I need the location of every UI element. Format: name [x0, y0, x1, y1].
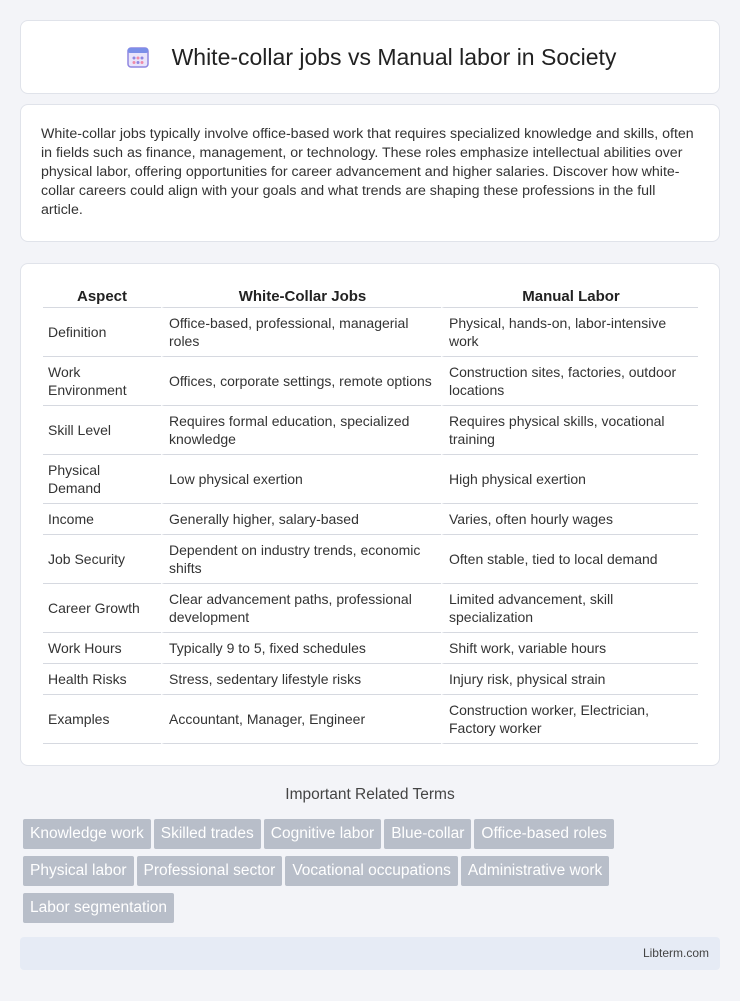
cell-aspect: Examples — [43, 695, 161, 744]
related-terms-title: Important Related Terms — [285, 786, 455, 803]
cell-manual-labor: Varies, often hourly wages — [441, 504, 698, 535]
table-row — [43, 535, 698, 584]
footer — [20, 937, 720, 970]
page-title: White-collar jobs vs Manual labor in Society — [171, 43, 617, 70]
cell-aspect: Work Environment — [43, 357, 161, 406]
cell-manual-labor: Often stable, tied to local demand — [441, 535, 698, 584]
column-header-white-collar: White-Collar Jobs — [161, 286, 441, 308]
related-term-tag[interactable]: Cognitive labor — [264, 819, 381, 849]
table-row — [43, 633, 698, 664]
cell-manual-labor: Construction sites, factories, outdoor locations — [441, 357, 698, 406]
cell-aspect: Physical Demand — [43, 455, 161, 504]
calendar-icon — [124, 43, 152, 71]
footer-brand[interactable]: Libterm.com — [642, 946, 709, 960]
cell-white-collar: Accountant, Manager, Engineer — [161, 695, 441, 744]
cell-aspect: Job Security — [43, 535, 161, 584]
cell-white-collar: Stress, sedentary lifestyle risks — [161, 664, 441, 695]
related-term-tag[interactable]: Physical labor — [23, 856, 134, 886]
cell-aspect: Definition — [43, 308, 161, 357]
title-card — [20, 20, 720, 94]
table-row — [43, 455, 698, 504]
cell-manual-labor: High physical exertion — [441, 455, 698, 504]
table-row — [43, 357, 698, 406]
table-row — [43, 406, 698, 455]
cell-white-collar: Requires formal education, specialized knowledge — [161, 406, 441, 455]
cell-aspect: Career Growth — [43, 584, 161, 633]
related-term-tag[interactable]: Knowledge work — [23, 819, 151, 849]
table-row — [43, 584, 698, 633]
cell-white-collar: Generally higher, salary-based — [161, 504, 441, 535]
cell-white-collar: Clear advancement paths, professional development — [161, 584, 441, 633]
cell-manual-labor: Shift work, variable hours — [441, 633, 698, 664]
table-header-row — [43, 286, 698, 308]
cell-manual-labor: Injury risk, physical strain — [441, 664, 698, 695]
cell-white-collar: Dependent on industry trends, economic shifts — [161, 535, 441, 584]
comparison-card — [20, 263, 720, 766]
cell-white-collar: Offices, corporate settings, remote options — [161, 357, 441, 406]
cell-manual-labor: Requires physical skills, vocational training — [441, 406, 698, 455]
cell-white-collar: Low physical exertion — [161, 455, 441, 504]
related-term-tag[interactable]: Administrative work — [461, 856, 609, 886]
column-header-manual-labor: Manual Labor — [441, 286, 698, 308]
related-terms-section — [20, 786, 720, 818]
related-term-tag[interactable]: Labor segmentation — [23, 893, 174, 923]
table-row — [43, 664, 698, 695]
cell-white-collar: Typically 9 to 5, fixed schedules — [161, 633, 441, 664]
related-term-tag[interactable]: Blue-collar — [384, 819, 471, 849]
table-row — [43, 504, 698, 535]
related-term-tag[interactable]: Office-based roles — [474, 819, 614, 849]
related-terms-list — [23, 819, 723, 930]
cell-manual-labor: Construction worker, Electrician, Factory worker — [441, 695, 698, 744]
related-term-tag[interactable]: Skilled trades — [154, 819, 261, 849]
related-term-tag[interactable]: Professional sector — [137, 856, 283, 886]
cell-white-collar: Office-based, professional, managerial roles — [161, 308, 441, 357]
intro-card — [20, 104, 720, 242]
comparison-table — [43, 286, 698, 744]
cell-manual-labor: Limited advancement, skill specialization — [441, 584, 698, 633]
cell-aspect: Health Risks — [43, 664, 161, 695]
related-term-tag[interactable]: Vocational occupations — [285, 856, 458, 886]
cell-aspect: Work Hours — [43, 633, 161, 664]
cell-manual-labor: Physical, hands-on, labor-intensive work — [441, 308, 698, 357]
cell-aspect: Skill Level — [43, 406, 161, 455]
intro-text: White-collar jobs typically involve office-based work that requires specialized knowledge and skills, often in fields such as finance, management, or technology. These roles emphasize intellectual abilities over physical labor, offering opportunities for career advancement and higher salaries. Discover how white-collar careers could align with your goals and what trends are shaping these professions in the full article. — [41, 126, 694, 218]
table-row — [43, 308, 698, 357]
cell-aspect: Income — [43, 504, 161, 535]
table-row — [43, 695, 698, 744]
column-header-aspect: Aspect — [43, 286, 161, 308]
